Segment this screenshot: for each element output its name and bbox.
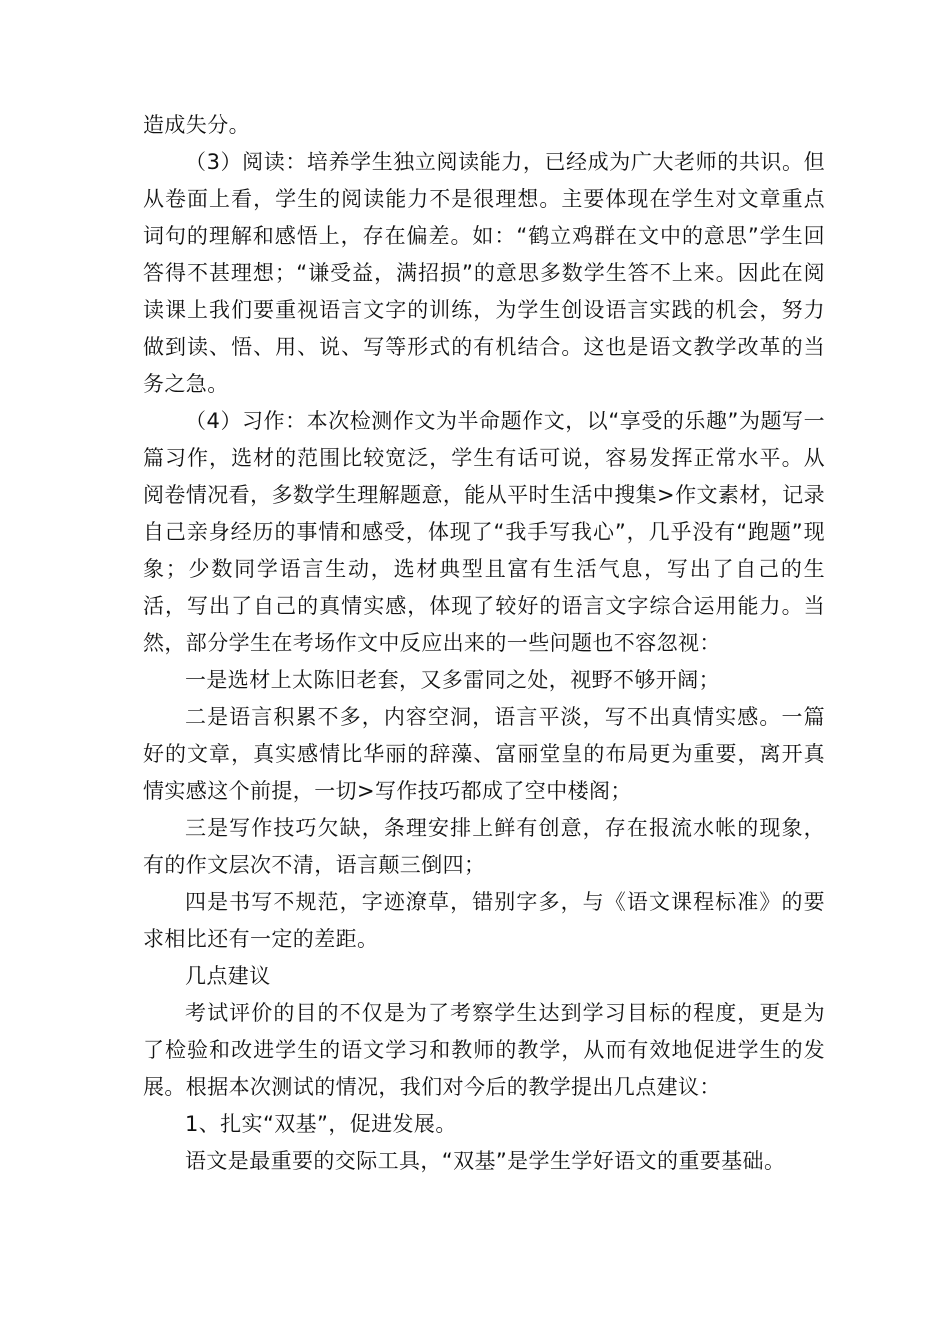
paragraph-issue-four: 四是书写不规范，字迹潦草，错别字多，与《语文课程标准》的要求相比还有一定的差距。 xyxy=(143,890,825,951)
paragraph-issue-three: 三是写作技巧欠缺，条理安排上鲜有创意，存在报流水帐的现象，有的作文层次不清，语言颠三倒四； xyxy=(143,816,825,877)
paragraph-continuation: 造成失分。 xyxy=(143,113,250,137)
paragraph-issue-two: 二是语言积累不多，内容空洞，语言平淡，写不出真情实感。一篇好的文章，真实感情比华丽的辞藻、富丽堂皇的布局更为重要，离开真情实感这个前提，一切>写作技巧都成了空中楼阁； xyxy=(143,705,825,803)
paragraph-reading: （3）阅读：培养学生独立阅读能力，已经成为广大老师的共识。但从卷面上看，学生的阅读能力不是很理想。主要体现在学生对文章重点词句的理解和感悟上，存在偏差。如：“鹤立鸡群在文中的意思”学生回答得不甚理想；“谦受益，满招损”的意思多数学生答不上来。因此在阅读课上我们要重视语言文字的训练，为学生创设语言实践的机会，努力做到读、悟、用、说、写等形式的有机结合。这也是语文教学改革的当务之急。 xyxy=(143,150,825,396)
paragraph-suggestions-intro: 考试评价的目的不仅是为了考察学生达到学习目标的程度，更是为了检验和改进学生的语文学习和教师的教学，从而有效地促进学生的发展。根据本次测试的情况，我们对今后的教学提出几点建议： xyxy=(143,1001,825,1099)
paragraph-issue-one: 一是选材上太陈旧老套，又多雷同之处，视野不够开阔； xyxy=(185,668,720,692)
document-body xyxy=(143,107,825,1180)
paragraph-double-basics: 语文是最重要的交际工具，“双基”是学生学好语文的重要基础。 xyxy=(185,1149,786,1173)
suggestion-item-one: 1、扎实“双基”，促进发展。 xyxy=(185,1112,457,1136)
paragraph-writing: （4）习作：本次检测作文为半命题作文，以“享受的乐趣”为题写一篇习作，选材的范围比较宽泛，学生有话可说，容易发挥正常水平。从阅卷情况看，多数学生理解题意，能从平时生活中搜集>作文素材，记录自己亲身经历的事情和感受，体现了“我手写我心”，几乎没有“跑题”现象；少数同学语言生动，选材典型且富有生活气息，写出了自己的生活，写出了自己的真情实感，体现了较好的语言文字综合运用能力。当然，部分学生在考场作文中反应出来的一些问题也不容忽视： xyxy=(143,409,825,655)
section-heading-suggestions: 几点建议 xyxy=(185,964,271,988)
